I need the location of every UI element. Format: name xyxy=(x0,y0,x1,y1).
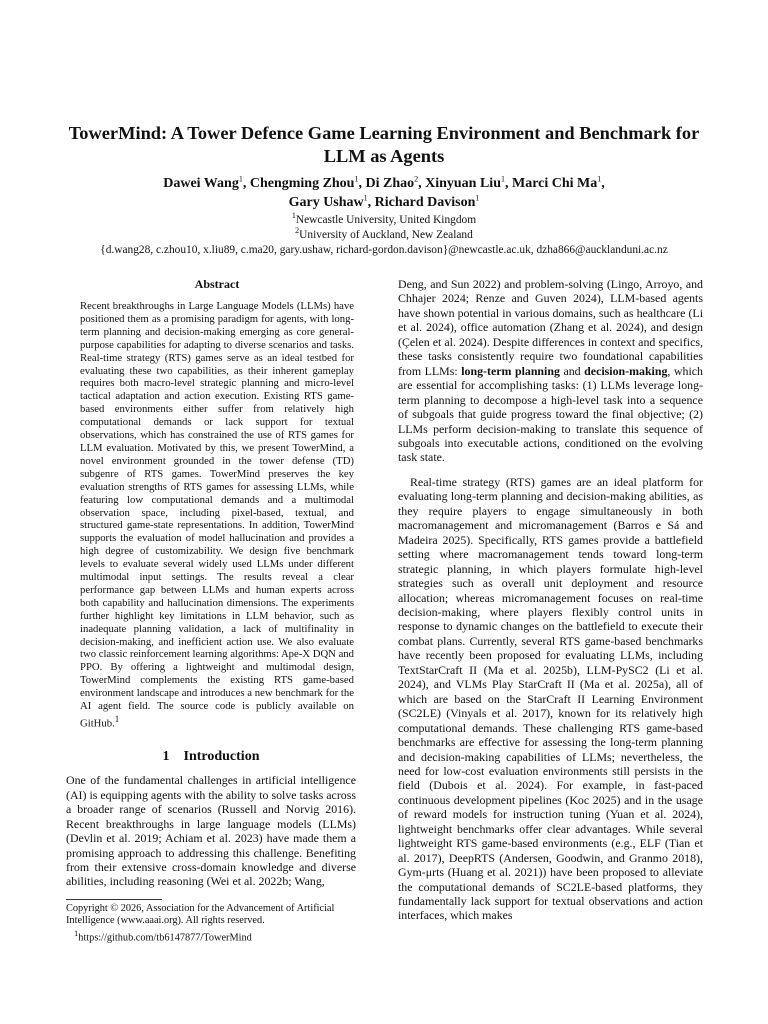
author-name: Gary Ushaw xyxy=(288,195,364,210)
footnote-marker: 1 xyxy=(114,714,120,724)
author-list xyxy=(60,174,708,212)
author-line-2: Gary Ushaw$^1$, Richard Davison$^1$ xyxy=(288,193,480,210)
author-emails: {d.wang28, c.zhou10, x.liu89, c.ma20, gary.ushaw, richard-gordon.davison}@newcastle.ac.uk, dzha866@aucklanduni.ac.nz xyxy=(100,244,668,256)
author-affiliation-mark: 2 xyxy=(414,174,419,184)
introduction-paragraph-2: Real-time strategy (RTS) games are an ideal platform for evaluating long-term planning and decision-making abilities, as they require players to engage simultaneously in both macromanagement and micromanagement (Barros e Sá and Madeira 2025). Specifically, RTS games provide a battlefield setting where macromanagement tends toward long-term strategic planning, in which players formulate high-level strategies such as overall unit deployment and resource allocation; whereas micromanagement focuses on real-time decision-making, where players flexibly control units in response to dynamic changes on the battlefield to execute their combat plans. Currently, several RTS game-based benchmarks have recently been proposed for evaluating LLMs, including TextStarCraft II (Ma et al. 2025b), LLM-PySC2 (Li et al. 2024), and VLMs Play StarCraft II (Ma et al. 2025a), all of which are based on the StarCraft II Learning Environment (SC2LE) (Vinyals et al. 2017), known for its relatively high computational demands. These challenging RTS game-based benchmarks are effective for assessing the long-term planning and decision-making capabilities of LLMs; nevertheless, the need for low-cost evaluation environments still persists in the field (Dubois et al. 2024). For example, in fast-paced continuous development pipelines (Koc 2025) and in the usage of reward models for instruction tuning (Yuan et al. 2024), lightweight benchmarks offer clear advantages. While several lightweight RTS game-based environments (e.g., ELF (Tian et al. 2017), DeepRTS (Andersen, Goodwin, and Granmo 2018), Gym-μrts (Huang et al. 2021)) have been proposed to alleviate the computational demands of SC2LE-based platforms, they fundamentally lack support for textual observations and action interfaces, which makes xyxy=(398,474,703,923)
author-line-1: Dawei Wang$^1$, Chengming Zhou$^1$, Di Zhao$^2$, Xinyuan Liu$^1$, Marci Chi Ma$^1$, xyxy=(163,174,605,191)
introduction-paragraph-1: One of the fundamental challenges in artificial intelligence (AI) is equipping agents with the ability to solve tasks across a broader range of scenarios (Russell and Norvig 2016). Recent breakthroughs in large language models (LLMs) (Devlin et al. 2019; Achiam et al. 2023) have made them a promising approach to addressing this challenge. Benefiting from their extensive cross-domain knowledge and diverse abilities, including reasoning (Wei et al. 2022b; Wang, xyxy=(66,773,356,889)
author-name: Marci Chi Ma xyxy=(511,176,598,191)
abstract-heading: Abstract xyxy=(194,277,240,291)
affiliation-1: $^1$Newcastle University, United Kingdom xyxy=(291,211,477,226)
author-affiliation-mark: 1 xyxy=(500,174,505,184)
author-name: Chengming Zhou xyxy=(249,176,355,191)
right-column xyxy=(398,277,703,923)
footnote-divider xyxy=(66,899,162,900)
paragraph-spacer xyxy=(398,465,703,475)
author-name: Di Zhao xyxy=(365,176,415,191)
author-affiliation-mark: 1 xyxy=(597,174,602,184)
affiliation-2: $^2$University of Auckland, New Zealand xyxy=(295,226,473,241)
abstract-text: Recent breakthroughs in Large Language Models (LLMs) have positioned them as a promising paradigm for agents, with long-term planning and decision-making emerging as core general-purpose capabilities for adapting to diverse scenarios and tasks. Real-time strategy (RTS) games serve as an ideal testbed for evaluating these two capabilities, as their inherent gameplay requires both macro-level strategic planning and micro-level tactical adaptation and action execution. Existing RTS game-based environments either suffer from relatively high computational demands or lack support for textual observations, which has constrained the use of RTS games for LLM evaluation. Motivated by this, we present TowerMind, a novel environment grounded in the tower defense (TD) subgenre of RTS games. TowerMind preserves the key evaluation strengths of RTS games for assessing LLMs, while featuring low computational demands and a multimodal observation space, including pixel-based, textual, and structured game-state representations. In addition, TowerMind supports the evaluation of model hallucination and provides a high degree of customizability. We design five benchmark levels to evaluate several widely used LLMs under different multimodal input settings. The results reveal a clear performance gap between LLMs and human experts across both capability and hallucination dimensions. The experiments further highlight key limitations in LLM behavior, such as inadequate planning validation, a lack of multifinality in decision-making, and inefficient action use. We also evaluate two classic reinforcement learning algorithms: Ape-X DQN and PPO. By offering a lightweight and multimodal design, TowerMind complements the existing RTS game-based environment landscape and introduces a new benchmark for the AI agent field. The source code is publicly available on GitHub.$^1$ xyxy=(80,300,354,730)
paper-title: TowerMind: A Tower Defence Game Learning Environment and Benchmark for LLM as Agents xyxy=(68,123,700,166)
author-name: Xinyuan Liu xyxy=(425,176,501,191)
introduction-heading: 1 Introduction xyxy=(162,749,260,765)
introduction-paragraph-1-cont: Deng, and Sun 2022) and problem-solving (Lingo, Arroyo, and Chhajer 2024; Renze and Guven 2024), LLM-based agents have shown potential in various domains, such as healthcare (Li et al. 2024), office automation (Zhang et al. 2024), and design (Çelen et al. 2024). Despite differences in context and specifics, these tasks consistently require two foundational capabilities from LLMs: long-term planning and decision-making, which are essential for accomplishing tasks: (1) LLMs leverage long-term planning to decompose a high-level task into a sequence of subgoals that guide progress toward the final objective; (2) LLMs perform decision-making to translate this sequence of subgoals into executable actions, conditioned on the evolving task state. xyxy=(398,277,703,465)
author-affiliation-mark: 1 xyxy=(475,193,480,203)
author-affiliation-mark: 1 xyxy=(354,174,359,184)
affiliations xyxy=(40,213,728,258)
copyright-notice: Copyright © 2026, Association for the Advancement of Artificial Intelligence (www.aaai.org). All rights reserved. xyxy=(66,902,335,926)
author-affiliation-mark: 1 xyxy=(363,193,368,203)
author-name: Dawei Wang xyxy=(163,176,239,191)
author-name: Richard Davison xyxy=(374,195,476,210)
author-affiliation-mark: 1 xyxy=(238,174,243,184)
keyword-decision-making: decision-making xyxy=(584,363,668,378)
left-column xyxy=(66,277,356,944)
keyword-long-term-planning: long-term planning xyxy=(461,363,560,378)
footnote-1: $^1$https://github.com/tb6147877/TowerMind xyxy=(74,927,252,944)
